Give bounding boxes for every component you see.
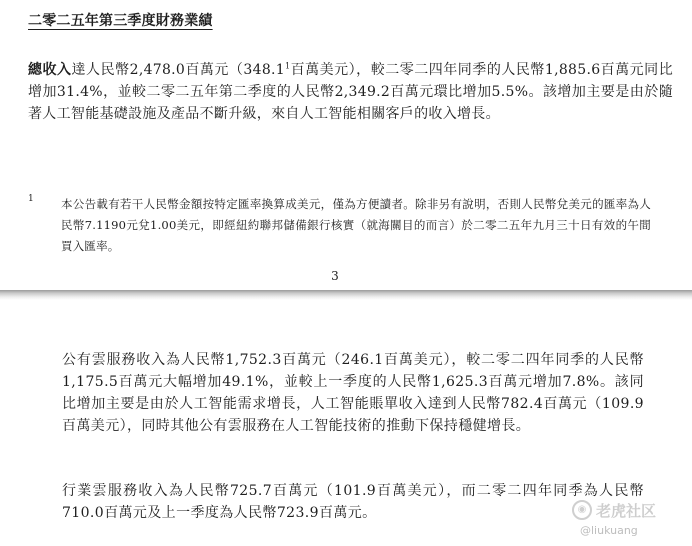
watermark-name: 老虎社区 [596,502,657,520]
total-revenue-lead: 總收入 [28,62,72,78]
industry-cloud-paragraph: 行業雲服務收入為人民幣725.7百萬元（101.9百萬美元），而二零二四年同季為人民幣710.0百萬元及上一季度為人民幣723.9百萬元。 [62,483,644,521]
section-heading: 二零二五年第三季度財務業績 [28,13,213,29]
watermark [572,500,682,540]
page-separator [0,290,692,300]
total-revenue-paragraph [28,59,673,125]
page-number: 3 [331,269,339,283]
footnote-number: 1 [28,194,34,204]
footnote-reference: 1 [285,61,291,71]
total-revenue-text-a: 達人民幣2,478.0百萬元（348.1 [71,62,285,78]
watermark-user: @liukuang [580,524,638,537]
public-cloud-paragraph: 公有雲服務收入為人民幣1,752.3百萬元（246.1百萬美元），較二零二四年同季的人民幣1,175.5百萬元大幅增加49.1%，並較上一季度的人民幣1,625.3百萬元增加7.8%。該同比增加主要是由於人工智能需求增長，人工智能賬單收入達到人民幣782.4百萬元（109.9百萬美元），同時其他公有雲服務在人工智能技術的推動下保持穩健增長。 [62,352,644,434]
tiger-logo-icon: ◉ [572,500,592,520]
total-revenue-text-b: 百萬美元），較二零二四年同季的人民幣1,885.6百萬元同比增加31.4%，並較二零二五年第二季度的人民幣2,349.2百萬元環比增加5.5%。該增加主要是由於隨著人工智能基礎設施及產品不斷升級，來自人工智能相關客戶的收入增長。 [28,62,673,122]
footnote-text: 本公告載有若干人民幣金額按特定匯率換算成美元，僅為方便讀者。除非另有說明，否則人民幣兌美元的匯率為人民幣7.1190元兌1.00美元，即經紐約聯邦儲備銀行核實（就海關目的而言）於二零二五年九月三十日有效的午間買入匯率。 [61,197,651,253]
